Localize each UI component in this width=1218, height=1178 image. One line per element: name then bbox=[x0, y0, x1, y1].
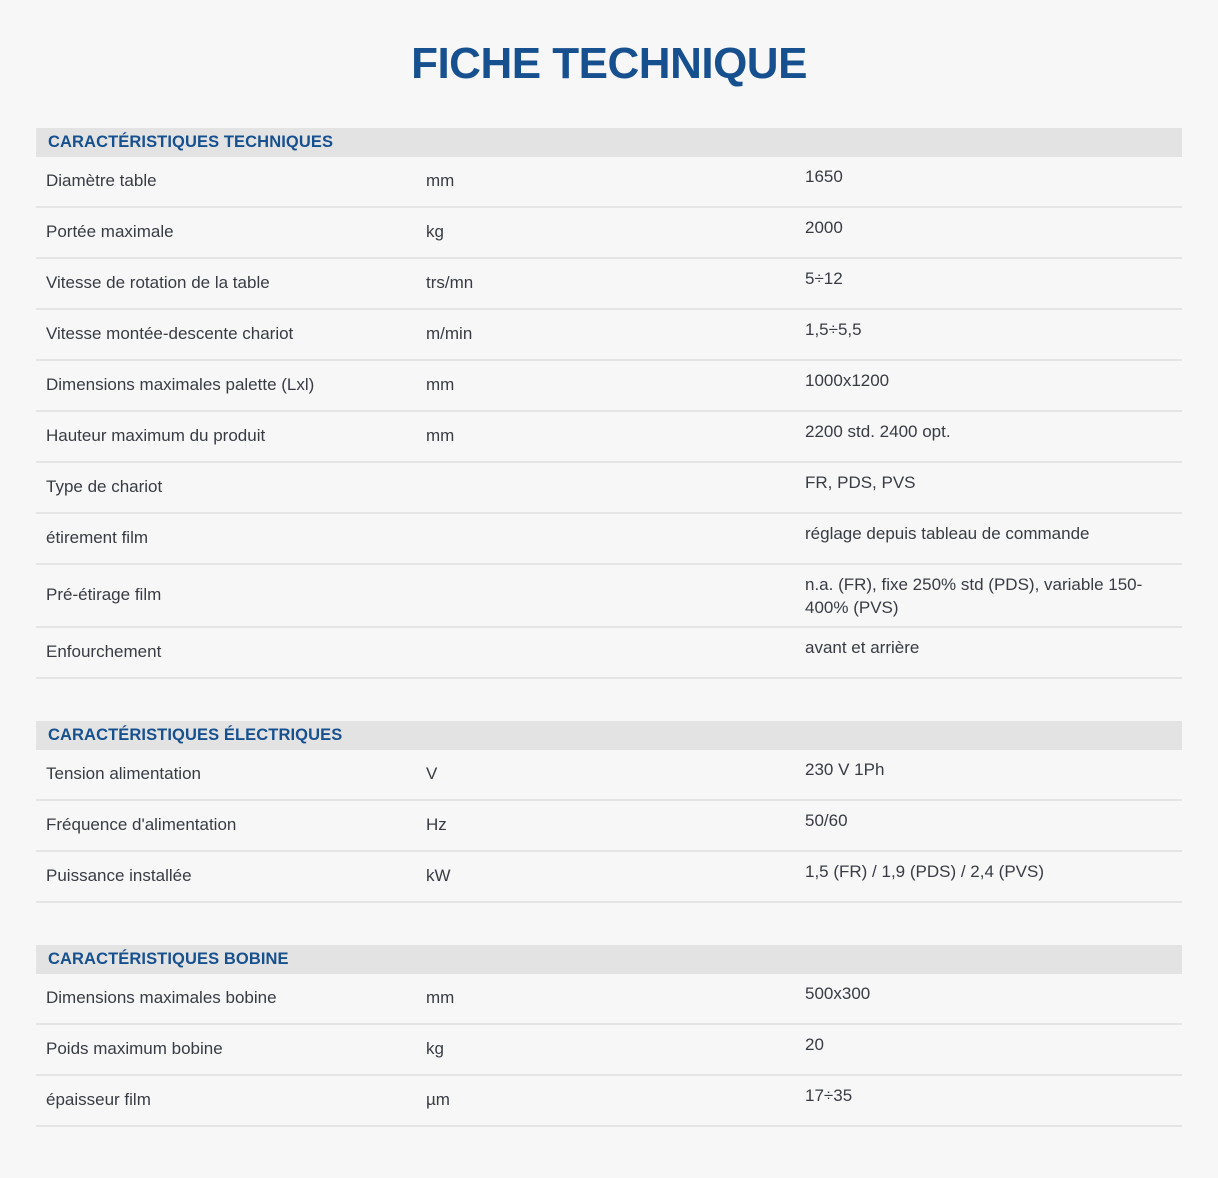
spec-value: 5÷12 bbox=[805, 269, 843, 289]
spec-unit: mm bbox=[426, 171, 455, 191]
spec-value: 1,5÷5,5 bbox=[805, 320, 862, 340]
spec-value: 17÷35 bbox=[805, 1086, 853, 1106]
spec-row bbox=[36, 628, 1182, 679]
spec-row bbox=[36, 463, 1182, 514]
spec-label: Puissance installée bbox=[46, 866, 192, 886]
spec-label: Vitesse montée-descente chariot bbox=[46, 324, 294, 344]
spec-row bbox=[36, 801, 1182, 852]
spec-label: Dimensions maximales palette (Lxl) bbox=[46, 375, 315, 395]
spec-row bbox=[36, 1025, 1182, 1076]
spec-label: étirement film bbox=[46, 528, 149, 548]
spec-label: Diamètre table bbox=[46, 171, 157, 191]
spec-label: Type de chariot bbox=[46, 477, 163, 497]
section-title: CARACTÉRISTIQUES TECHNIQUES bbox=[36, 128, 1182, 157]
spec-value: 230 V 1Ph bbox=[805, 760, 885, 780]
spec-section bbox=[36, 128, 1182, 679]
spec-label: Poids maximum bobine bbox=[46, 1039, 223, 1059]
spec-value: 1,5 (FR) / 1,9 (PDS) / 2,4 (PVS) bbox=[805, 862, 1045, 882]
page-title: FICHE TECHNIQUE bbox=[411, 39, 807, 88]
spec-value: 2200 std. 2400 opt. bbox=[805, 422, 951, 442]
section-title: CARACTÉRISTIQUES BOBINE bbox=[36, 945, 1182, 974]
spec-label: Enfourchement bbox=[46, 642, 162, 662]
spec-unit: m/min bbox=[426, 324, 473, 344]
spec-value: 1650 bbox=[805, 167, 843, 187]
spec-unit: mm bbox=[426, 988, 455, 1008]
spec-row bbox=[36, 259, 1182, 310]
spec-value: n.a. (FR), fixe 250% std (PDS), variable 150-400% (PVS) bbox=[805, 575, 1143, 618]
spec-unit: kg bbox=[426, 1039, 444, 1059]
spec-row bbox=[36, 412, 1182, 463]
spec-row bbox=[36, 361, 1182, 412]
spec-label: Fréquence d'alimentation bbox=[46, 815, 237, 835]
spec-row bbox=[36, 208, 1182, 259]
spec-unit: mm bbox=[426, 375, 455, 395]
spec-row bbox=[36, 157, 1182, 208]
spec-label: Pré-étirage film bbox=[46, 585, 162, 605]
spec-value: 500x300 bbox=[805, 984, 871, 1004]
spec-value: avant et arrière bbox=[805, 638, 920, 658]
spec-row bbox=[36, 310, 1182, 361]
spec-unit: Hz bbox=[426, 815, 447, 835]
spec-value: 2000 bbox=[805, 218, 843, 238]
spec-sheet bbox=[36, 128, 1182, 1127]
spec-value: 20 bbox=[805, 1035, 824, 1055]
spec-value: FR, PDS, PVS bbox=[805, 473, 916, 493]
spec-row bbox=[36, 974, 1182, 1025]
spec-label: Dimensions maximales bobine bbox=[46, 988, 277, 1008]
spec-value: réglage depuis tableau de commande bbox=[805, 524, 1090, 544]
spec-label: Tension alimentation bbox=[46, 764, 201, 784]
spec-unit: kW bbox=[426, 866, 451, 886]
spec-unit: kg bbox=[426, 222, 444, 242]
spec-label: Portée maximale bbox=[46, 222, 174, 242]
spec-label: épaisseur film bbox=[46, 1090, 151, 1110]
section-title: CARACTÉRISTIQUES ÉLECTRIQUES bbox=[36, 721, 1182, 750]
spec-unit: mm bbox=[426, 426, 455, 446]
spec-value: 1000x1200 bbox=[805, 371, 890, 391]
spec-value: 50/60 bbox=[805, 811, 848, 831]
spec-unit: V bbox=[426, 764, 438, 784]
spec-label: Vitesse de rotation de la table bbox=[46, 273, 270, 293]
spec-section bbox=[36, 945, 1182, 1127]
spec-unit: µm bbox=[426, 1090, 450, 1110]
spec-section bbox=[36, 721, 1182, 903]
spec-row bbox=[36, 514, 1182, 565]
spec-row bbox=[36, 565, 1182, 628]
spec-unit: trs/mn bbox=[426, 273, 474, 293]
spec-row bbox=[36, 852, 1182, 903]
spec-row bbox=[36, 750, 1182, 801]
spec-row bbox=[36, 1076, 1182, 1127]
spec-label: Hauteur maximum du produit bbox=[46, 426, 266, 446]
